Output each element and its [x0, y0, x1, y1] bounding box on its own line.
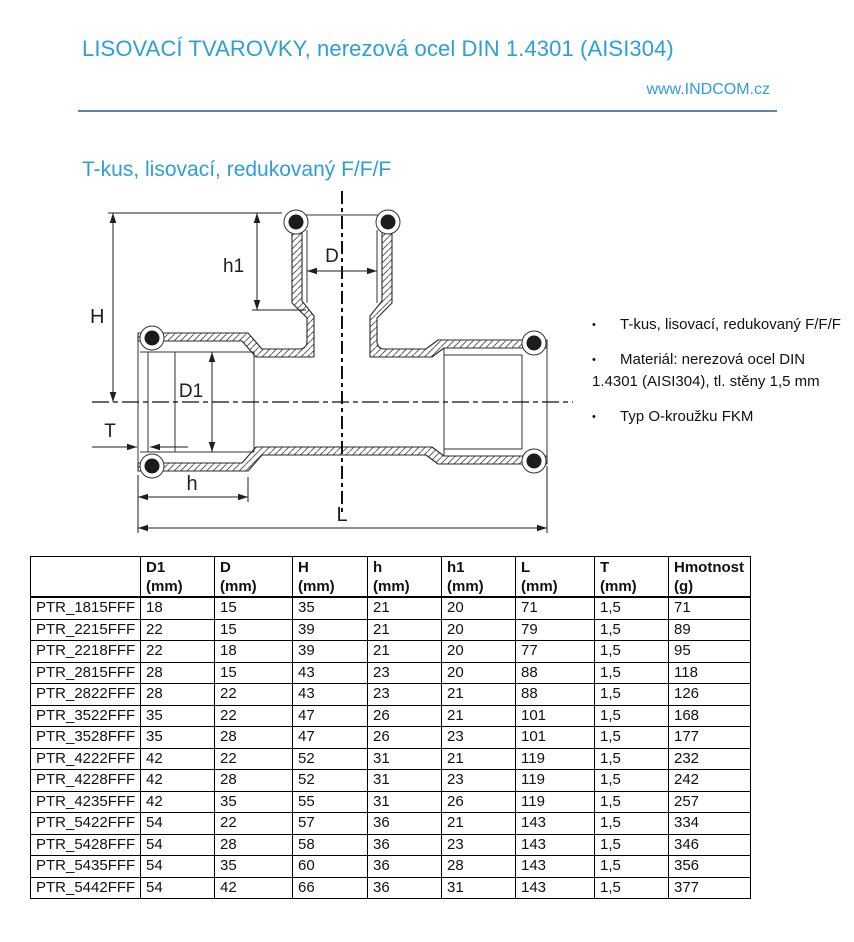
website-link[interactable]: www.INDCOM.cz	[646, 81, 770, 98]
table-cell: 95	[669, 641, 751, 663]
table-header-cell: D (mm)	[215, 557, 293, 598]
table-cell: 22	[215, 813, 293, 835]
technical-drawing	[70, 185, 575, 550]
row-name-cell: PTR_5422FFF	[31, 813, 141, 835]
table-cell: 23	[442, 834, 516, 856]
table-row	[31, 684, 751, 706]
note-item	[592, 314, 852, 336]
table-cell: 57	[293, 813, 368, 835]
table-cell: 35	[215, 856, 293, 878]
table-cell: 232	[669, 748, 751, 770]
table-cell: 20	[442, 597, 516, 619]
table-cell: 77	[516, 641, 595, 663]
bullet-icon: •	[592, 319, 596, 331]
dim-label-h: h	[186, 473, 198, 495]
table-row	[31, 597, 751, 619]
table-cell: 1,5	[595, 770, 669, 792]
o-ring-icon	[140, 326, 164, 350]
table-cell: 28	[215, 727, 293, 749]
table-cell: 66	[293, 877, 368, 899]
o-ring-icon	[284, 210, 308, 234]
row-name-cell: PTR_4222FFF	[31, 748, 141, 770]
note-item	[592, 349, 852, 393]
table-cell: 22	[141, 641, 215, 663]
table-row	[31, 705, 751, 727]
table-cell: 89	[669, 619, 751, 641]
table-cell: 36	[368, 877, 442, 899]
table-header-cell: Hmotnost (g)	[669, 557, 751, 598]
table-cell: 22	[141, 619, 215, 641]
o-ring-icon	[140, 454, 164, 478]
table-cell: 54	[141, 877, 215, 899]
table-cell: 334	[669, 813, 751, 835]
o-ring-icon	[522, 331, 546, 355]
table-cell: 21	[442, 748, 516, 770]
row-name-cell: PTR_2215FFF	[31, 619, 141, 641]
table-cell: 22	[215, 684, 293, 706]
table-cell: 88	[516, 662, 595, 684]
dimensions	[92, 213, 547, 533]
table-cell: 28	[215, 834, 293, 856]
dim-label-D1: D1	[178, 381, 204, 402]
table-cell: 54	[141, 834, 215, 856]
table-cell: 55	[293, 791, 368, 813]
table-cell: 21	[368, 641, 442, 663]
table-cell: 36	[368, 834, 442, 856]
table-cell: 26	[368, 705, 442, 727]
table-row	[31, 856, 751, 878]
row-name-cell: PTR_5442FFF	[31, 877, 141, 899]
table-cell: 1,5	[595, 727, 669, 749]
table-header-cell: D1 (mm)	[141, 557, 215, 598]
page-title: LISOVACÍ TVAROVKY, nerezová ocel DIN 1.4301 (AISI304)	[82, 36, 674, 61]
table-header-row	[31, 557, 751, 598]
table-cell: 35	[215, 791, 293, 813]
table-cell: 26	[368, 727, 442, 749]
table-cell: 21	[368, 597, 442, 619]
table-row	[31, 813, 751, 835]
table-cell: 71	[669, 597, 751, 619]
dimension-table	[30, 556, 751, 899]
table-cell: 168	[669, 705, 751, 727]
table-cell: 35	[293, 597, 368, 619]
table-cell: 28	[141, 684, 215, 706]
row-name-cell: PTR_3528FFF	[31, 727, 141, 749]
o-ring-icon	[376, 210, 400, 234]
table-cell: 31	[368, 748, 442, 770]
table-cell: 54	[141, 856, 215, 878]
table-cell: 18	[215, 641, 293, 663]
table-row	[31, 727, 751, 749]
table-cell: 377	[669, 877, 751, 899]
table-cell: 346	[669, 834, 751, 856]
table-cell: 88	[516, 684, 595, 706]
table-cell: 177	[669, 727, 751, 749]
table-cell: 35	[141, 727, 215, 749]
table-cell: 15	[215, 619, 293, 641]
row-name-cell: PTR_4235FFF	[31, 791, 141, 813]
table-cell: 18	[141, 597, 215, 619]
table-cell: 39	[293, 619, 368, 641]
table-cell: 54	[141, 813, 215, 835]
row-name-cell: PTR_4228FFF	[31, 770, 141, 792]
table-cell: 42	[141, 748, 215, 770]
table-cell: 1,5	[595, 791, 669, 813]
table-cell: 42	[141, 770, 215, 792]
table-cell: 1,5	[595, 597, 669, 619]
table-cell: 1,5	[595, 856, 669, 878]
table-cell: 20	[442, 662, 516, 684]
note-item	[592, 406, 852, 428]
o-ring-icon	[522, 449, 546, 473]
table-cell: 21	[442, 684, 516, 706]
row-name-cell: PTR_2218FFF	[31, 641, 141, 663]
table-cell: 31	[368, 791, 442, 813]
table-cell: 28	[141, 662, 215, 684]
table-cell: 242	[669, 770, 751, 792]
table-row	[31, 641, 751, 663]
table-row	[31, 877, 751, 899]
table-cell: 1,5	[595, 619, 669, 641]
table-cell: 79	[516, 619, 595, 641]
table-header-cell	[31, 557, 141, 598]
table-cell: 119	[516, 770, 595, 792]
header-rule	[78, 110, 777, 112]
note-text: T-kus, lisovací, redukovaný F/F/F	[620, 316, 841, 333]
table-body	[31, 597, 751, 899]
table-cell: 20	[442, 619, 516, 641]
table-cell: 1,5	[595, 813, 669, 835]
table-cell: 22	[215, 705, 293, 727]
table-cell: 143	[516, 834, 595, 856]
table-cell: 23	[442, 770, 516, 792]
table-cell: 39	[293, 641, 368, 663]
table-cell: 60	[293, 856, 368, 878]
table-cell: 71	[516, 597, 595, 619]
table-cell: 26	[442, 791, 516, 813]
wall-top-right	[370, 215, 547, 357]
table-cell: 101	[516, 727, 595, 749]
table-cell: 43	[293, 662, 368, 684]
table-header-cell: L (mm)	[516, 557, 595, 598]
table-cell: 21	[442, 813, 516, 835]
bullet-icon: •	[592, 354, 596, 366]
table-header-cell: T (mm)	[595, 557, 669, 598]
table-cell: 356	[669, 856, 751, 878]
table-cell: 119	[516, 791, 595, 813]
table-row	[31, 619, 751, 641]
table-cell: 31	[368, 770, 442, 792]
table-row	[31, 662, 751, 684]
table-cell: 1,5	[595, 705, 669, 727]
table-cell: 1,5	[595, 662, 669, 684]
table-header	[31, 557, 751, 598]
row-name-cell: PTR_2815FFF	[31, 662, 141, 684]
table-cell: 23	[442, 727, 516, 749]
table-cell: 143	[516, 856, 595, 878]
table-row	[31, 791, 751, 813]
table-row	[31, 834, 751, 856]
dim-label-H: H	[90, 306, 105, 328]
table-cell: 1,5	[595, 748, 669, 770]
row-name-cell: PTR_3522FFF	[31, 705, 141, 727]
note-text: Materiál: nerezová ocel DIN 1.4301 (AISI304), tl. stěny 1,5 mm	[592, 351, 820, 390]
table-cell: 47	[293, 727, 368, 749]
table-cell: 257	[669, 791, 751, 813]
table-cell: 1,5	[595, 641, 669, 663]
bullet-icon: •	[592, 411, 596, 423]
table-cell: 36	[368, 813, 442, 835]
table-cell: 21	[442, 705, 516, 727]
section-title: T-kus, lisovací, redukovaný F/F/F	[82, 158, 392, 181]
table-cell: 143	[516, 813, 595, 835]
table-cell: 21	[368, 619, 442, 641]
table-cell: 119	[516, 748, 595, 770]
table-cell: 35	[141, 705, 215, 727]
table-cell: 15	[215, 662, 293, 684]
row-name-cell: PTR_5428FFF	[31, 834, 141, 856]
table-cell: 36	[368, 856, 442, 878]
table-row	[31, 770, 751, 792]
table-cell: 118	[669, 662, 751, 684]
table-cell: 52	[293, 748, 368, 770]
row-name-cell: PTR_1815FFF	[31, 597, 141, 619]
table-cell: 23	[368, 662, 442, 684]
table-cell: 42	[215, 877, 293, 899]
table-cell: 28	[442, 856, 516, 878]
table-row	[31, 748, 751, 770]
table-cell: 1,5	[595, 684, 669, 706]
table-cell: 1,5	[595, 834, 669, 856]
table-cell: 42	[141, 791, 215, 813]
table-cell: 22	[215, 748, 293, 770]
dim-label-D: D	[325, 246, 339, 267]
table-cell: 52	[293, 770, 368, 792]
table-header-cell: H (mm)	[293, 557, 368, 598]
table-cell: 15	[215, 597, 293, 619]
table-cell: 101	[516, 705, 595, 727]
table-cell: 31	[442, 877, 516, 899]
notes-list	[592, 314, 852, 441]
table-header-cell: h (mm)	[368, 557, 442, 598]
table-cell: 47	[293, 705, 368, 727]
table-cell: 58	[293, 834, 368, 856]
table-cell: 1,5	[595, 877, 669, 899]
table-header-cell: h1 (mm)	[442, 557, 516, 598]
note-text: Typ O-kroužku FKM	[620, 408, 754, 425]
dim-label-L: L	[336, 504, 348, 526]
table-cell: 143	[516, 877, 595, 899]
table-cell: 126	[669, 684, 751, 706]
dim-label-h1: h1	[223, 256, 245, 277]
row-name-cell: PTR_5435FFF	[31, 856, 141, 878]
table-cell: 23	[368, 684, 442, 706]
table-cell: 28	[215, 770, 293, 792]
table-cell: 43	[293, 684, 368, 706]
table-cell: 20	[442, 641, 516, 663]
dim-label-T: T	[104, 421, 116, 442]
row-name-cell: PTR_2822FFF	[31, 684, 141, 706]
wall-top-left	[138, 215, 314, 357]
